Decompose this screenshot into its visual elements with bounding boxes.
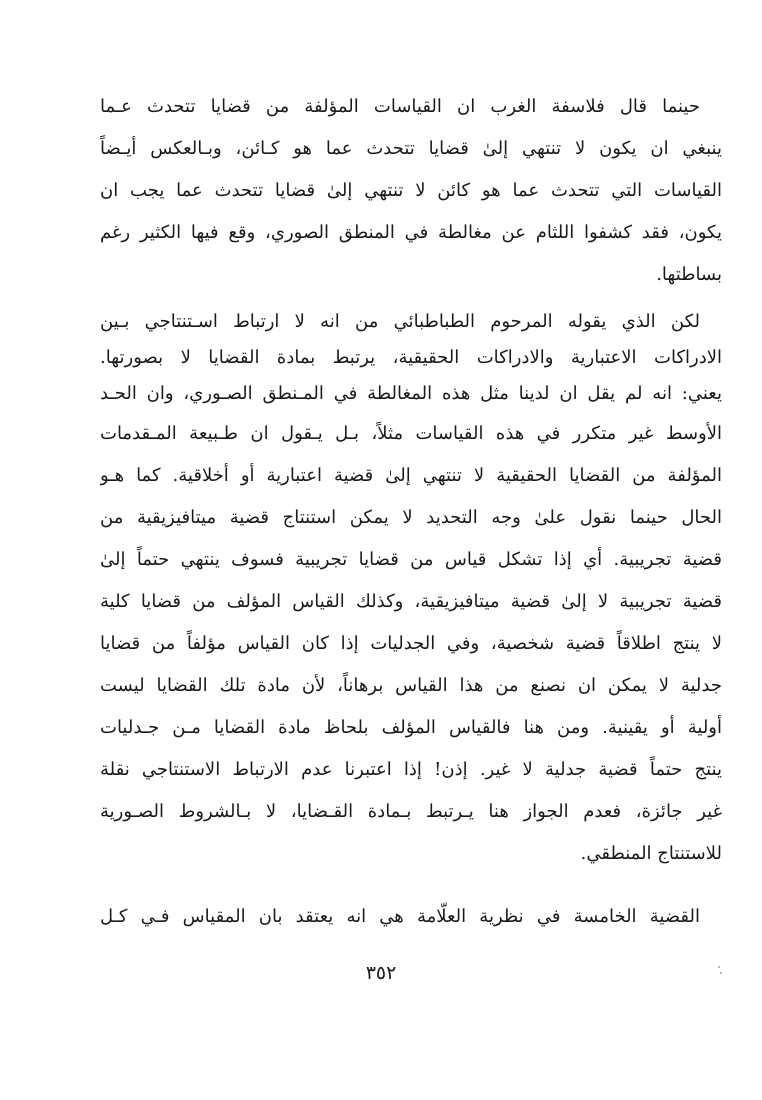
text-line: الادراكات الاعتبارية والادراكات الحقيقية، يرتبط بمادة القضايا لا بصورتها. [100,347,722,368]
paragraph-2 [100,303,722,875]
paragraph-3 [100,896,722,938]
text-line: المؤلفة من القضايا الحقيقية لا تنتهي إلىٰ قضية اعتبارية أو أخلاقية. كما هـو [100,465,722,486]
text-line: الحال حينما نقول علىٰ وجه التحديد لا يمكن استنتاج قضية ميتافيزيقية من [100,507,722,528]
text-line: ينتج حتماً قضية جدلية لا غير. إذن! إذا اعتبرنا عدم الارتباط الاستنتاجي نقلة [100,759,722,780]
text-line: القياسات التي تتحدث عما هو كائن لا تنتهي إلىٰ قضايا تتحدث عما يجب ان [100,180,722,201]
text-line: جدلية لا يمكن ان نصنع من هذا القياس برهاناً، لأن مادة تلك القضايا ليست [100,675,722,696]
text-line: ينبغي ان يكون لا تنتهي إلىٰ قضايا تتحدث عما هو كـائن، وبـالعكس أيـضاً [100,138,722,159]
text-line: لكن الذي يقوله المرحوم الطباطبائي من انه لا ارتباط اسـتنتاجي بـين [100,311,700,332]
scan-speck [718,966,720,968]
text-line: قضية تجريبية. أي إذا تشكل قياس من قضايا تجريبية فسوف ينتهي حتماً إلىٰ [100,549,722,570]
text-line: القضية الخامسة في نظرية العلّامة هي انه يعتقد بان المقياس فـي كـل [100,906,700,927]
text-line: لا ينتج اطلاقاً قضية شخصية، وفي الجدليات إذا كان القياس مؤلفاً من قضايا [100,633,722,654]
page-number: ٣٥٢ [365,962,397,984]
text-line: قضية تجريبية لا إلىٰ قضية ميتافيزيقية، وكذلك القياس المؤلف من قضايا كلية [100,591,722,612]
text-line: غير جائزة، فعدم الجواز هنا يـرتبط بـمادة القـضايا، لا بـالشروط الصـورية [100,801,722,822]
text-line: أولية أو يقينية. ومن هنا فالقياس المؤلف بلحاظ مادة القضايا مـن جـدليات [100,717,722,738]
paragraph-1 [100,86,722,296]
text-line: يعني: انه لم يقل ان لدينا مثل هذه المغالطة في المـنطق الصـوري، وان الحـد [100,383,722,404]
text-line: بساطتها. [656,264,722,285]
text-line: الأوسط غير متكرر في هذه القياسات مثلاً، بـل يـقول ان طـبيعة المـقدمات [100,423,722,444]
text-line: يكون، فقد كشفوا اللثام عن مغالطة في المنطق الصوري، وقع فيها الكثير رغم [100,222,722,243]
scan-speck [720,972,722,974]
text-line: حينما قال فلاسفة الغرب ان القياسات المؤلفة من قضايا تتحدث عـما [100,96,700,117]
text-line: للاستنتاج المنطقي. [580,843,722,864]
